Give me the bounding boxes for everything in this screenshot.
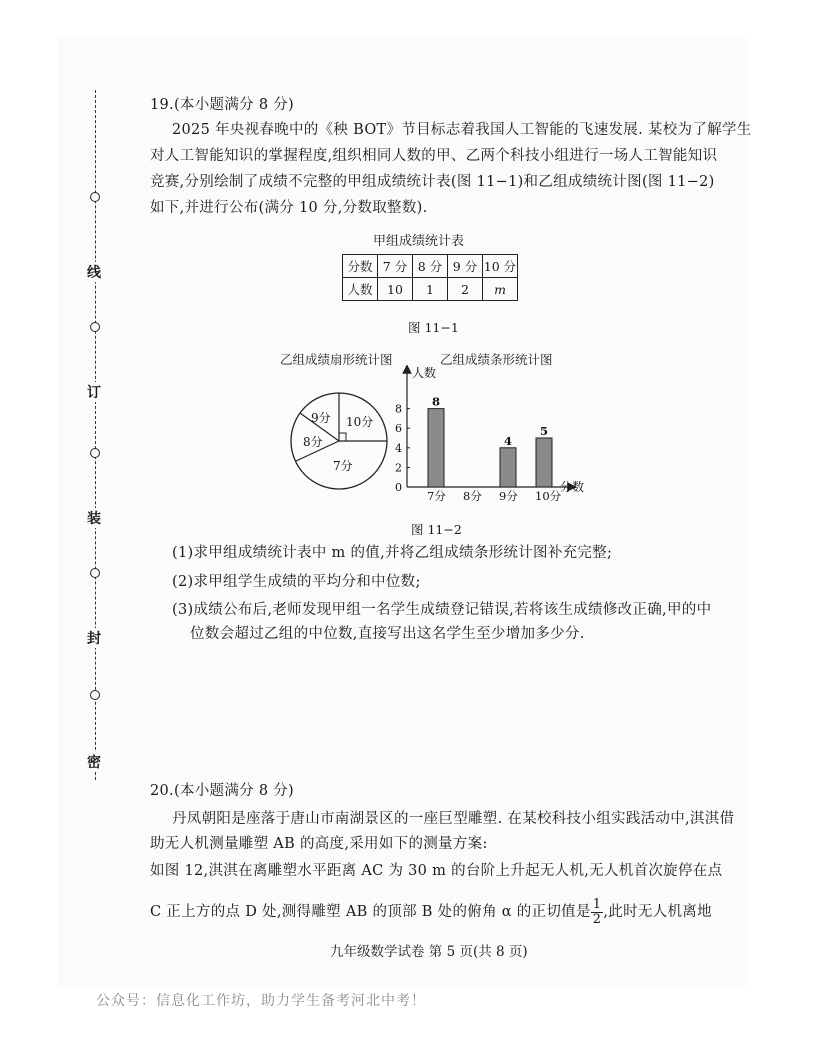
table-cell: 10 bbox=[378, 278, 413, 301]
q20-text: ,此时无人机离地 bbox=[603, 904, 712, 921]
q19-paragraph: 竞赛,分别绘制了成绩不完整的甲组成绩统计表(图 11−1)和乙组成绩统计图(图 11−2) bbox=[150, 174, 715, 190]
fraction-numerator: 1 bbox=[592, 897, 602, 912]
table-title: 甲组成绩统计表 bbox=[373, 234, 465, 249]
binding-char: 装 bbox=[87, 508, 101, 528]
pie-label-8: 8分 bbox=[303, 435, 323, 449]
q19-paragraph: 如下,并进行公布(满分 10 分,分数取整数). bbox=[150, 200, 428, 216]
score-table bbox=[342, 254, 518, 301]
q20-paragraph: 如图 12,淇淇在离雕塑水平距离 AC 为 30 m 的台阶上升起无人机,无人机首次旋停在点 bbox=[150, 863, 723, 879]
pie-label-9: 9分 bbox=[311, 411, 331, 425]
bar-7分 bbox=[428, 409, 444, 487]
x-tick-label: 7分 bbox=[427, 489, 446, 503]
figure-caption: 图 11−1 bbox=[408, 320, 459, 335]
y-tick-label: 8 bbox=[395, 402, 402, 416]
table-cell: 分数 bbox=[343, 255, 378, 278]
table-cell: 9 分 bbox=[448, 255, 483, 278]
q19-paragraph: 对人工智能知识的掌握程度,组织相同人数的甲、乙两个科技小组进行一场人工智能知识 bbox=[150, 148, 718, 164]
table-cell: 2 bbox=[448, 278, 483, 301]
x-tick-label: 9分 bbox=[499, 489, 518, 503]
watermark: 公众号：信息化工作坊，助力学生备考河北中考！ bbox=[96, 993, 426, 1009]
q19-heading: 19.(本小题满分 8 分) bbox=[150, 97, 295, 113]
table-cell: 7 分 bbox=[378, 255, 413, 278]
binding-hole bbox=[90, 690, 100, 700]
pie-chart-title: 乙组成绩扇形统计图 bbox=[280, 352, 393, 367]
q20-text: C 正上方的点 D 处,测得雕塑 AB 的顶部 B 处的俯角 α 的正切值是 bbox=[150, 904, 591, 921]
fraction-denominator: 2 bbox=[592, 911, 602, 927]
table-cell: 8 分 bbox=[413, 255, 448, 278]
q19-sub3: (3)成绩公布后,老师发现甲组一名学生成绩登记错误,若将该生成绩修改正确,甲的中 bbox=[172, 602, 712, 618]
binding-hole bbox=[90, 192, 100, 202]
q20-paragraph: 丹凤朝阳是座落于唐山市南湖景区的一座巨型雕塑. 在某校科技小组实践活动中,淇淇借 bbox=[172, 811, 735, 827]
binding-char: 封 bbox=[87, 628, 101, 648]
bar-chart-title: 乙组成绩条形统计图 bbox=[440, 352, 553, 367]
table-cell: m bbox=[483, 278, 518, 301]
binding-char: 线 bbox=[87, 262, 101, 282]
fraction bbox=[591, 898, 604, 926]
bar-data-label: 8 bbox=[432, 394, 441, 409]
bar-9分 bbox=[500, 448, 516, 487]
x-tick-label: 10分 bbox=[535, 489, 562, 503]
right-angle-mark bbox=[339, 433, 346, 441]
bar-data-label: 4 bbox=[504, 433, 513, 448]
q20-heading: 20.(本小题满分 8 分) bbox=[150, 783, 295, 799]
page-footer: 九年级数学试卷 第 5 页(共 8 页) bbox=[330, 944, 528, 960]
q19-paragraph: 2025 年央视春晚中的《秧 BOT》节目标志着我国人工智能的飞速发展. 某校为了解学生 bbox=[172, 122, 752, 138]
q19-sub2: (2)求甲组学生成绩的平均分和中位数; bbox=[172, 574, 421, 590]
table-row bbox=[343, 255, 518, 278]
q19-sub3: 位数会超过乙组的中位数,直接写出这名学生至少增加多少分. bbox=[190, 626, 585, 642]
pie-label-10: 10分 bbox=[346, 415, 374, 429]
binding-hole bbox=[90, 568, 100, 578]
q20-paragraph bbox=[150, 898, 712, 926]
y-tick-label: 0 bbox=[395, 481, 402, 494]
x-tick-label: 8分 bbox=[463, 489, 482, 503]
figure-caption: 图 11−2 bbox=[411, 522, 462, 537]
bar-chart bbox=[380, 365, 600, 505]
binding-hole bbox=[90, 322, 100, 332]
y-tick-label: 4 bbox=[395, 441, 402, 455]
table-cell: 1 bbox=[413, 278, 448, 301]
y-tick-label: 2 bbox=[395, 461, 402, 475]
pie-label-7: 7分 bbox=[333, 459, 353, 473]
q20-paragraph: 助无人机测量雕塑 AB 的高度,采用如下的测量方案: bbox=[150, 836, 488, 852]
table-cell: 人数 bbox=[343, 278, 378, 301]
table-cell: 10 分 bbox=[483, 255, 518, 278]
table-row bbox=[343, 278, 518, 301]
bar-10分 bbox=[536, 438, 552, 487]
q19-sub1: (1)求甲组成绩统计表中 m 的值,并将乙组成绩条形统计图补充完整; bbox=[172, 545, 613, 561]
binding-hole bbox=[90, 448, 100, 458]
binding-char: 订 bbox=[87, 382, 101, 402]
binding-char: 密 bbox=[87, 752, 101, 772]
bar-data-label: 5 bbox=[540, 424, 549, 438]
y-axis-label: 人数 bbox=[412, 366, 437, 380]
x-axis-label: 分数 bbox=[560, 480, 585, 494]
y-tick-label: 6 bbox=[395, 422, 402, 436]
